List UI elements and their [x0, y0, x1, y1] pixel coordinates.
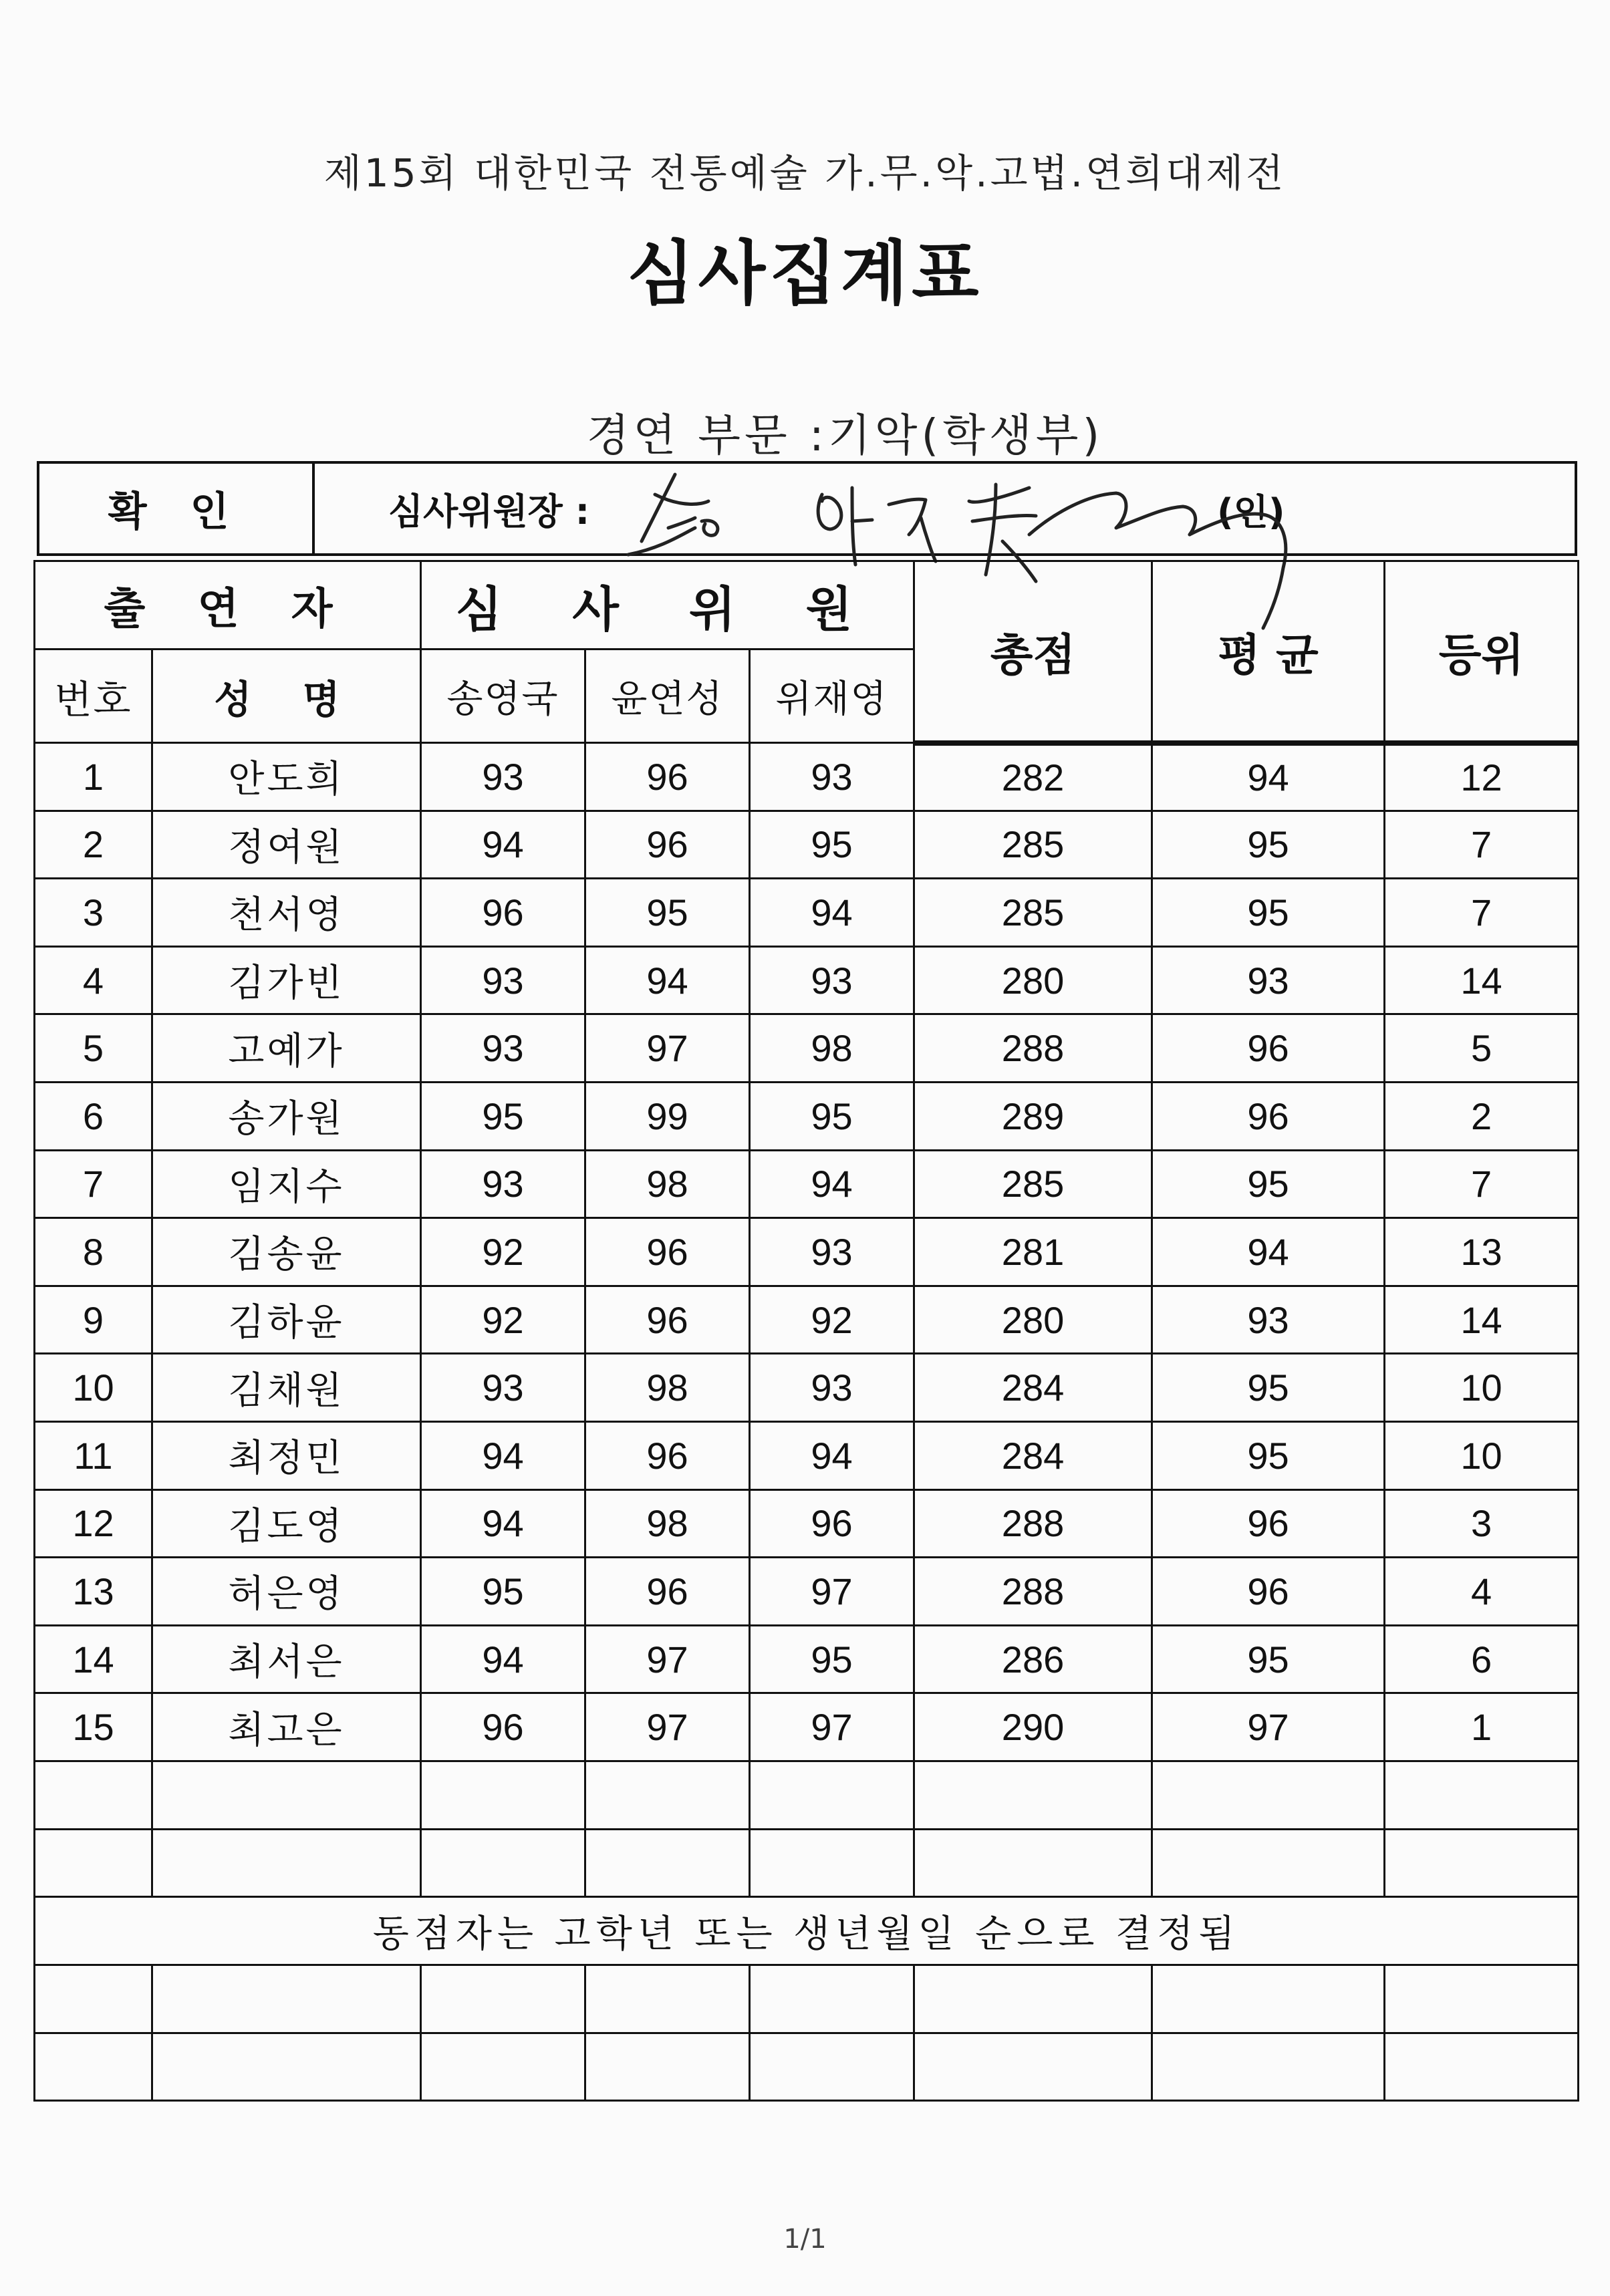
table-row — [35, 1218, 1579, 1286]
row-average: 97 — [1152, 1693, 1385, 1761]
row-name: 최정민 — [152, 1421, 421, 1489]
row-score-judge-2: 96 — [585, 1286, 750, 1354]
empty-cell — [585, 1965, 750, 2033]
row-score-judge-1: 96 — [421, 1693, 585, 1761]
empty-cell — [585, 1761, 750, 1829]
row-name: 김송윤 — [152, 1218, 421, 1286]
header-judges-group: 심 사 위 원 — [421, 561, 914, 650]
header-judge-3: 위재영 — [750, 650, 914, 743]
row-score-judge-1: 92 — [421, 1286, 585, 1354]
empty-cell — [750, 1761, 914, 1829]
row-rank: 10 — [1385, 1354, 1579, 1422]
competition-category: 경연 부문 :기악(학생부) — [586, 410, 1104, 461]
table-row — [35, 1625, 1579, 1693]
page-title: 심사집계표 — [627, 233, 983, 314]
row-rank: 4 — [1385, 1558, 1579, 1626]
row-number: 13 — [35, 1558, 152, 1626]
table-row — [35, 1421, 1579, 1489]
header-judge-2: 윤연성 — [585, 650, 750, 743]
empty-cell — [1152, 1761, 1385, 1829]
empty-cell — [1152, 1829, 1385, 1897]
empty-row — [35, 1965, 1579, 2033]
empty-cell — [35, 1965, 152, 2033]
row-score-judge-3: 93 — [750, 1354, 914, 1422]
row-average: 95 — [1152, 879, 1385, 947]
row-total: 288 — [914, 1489, 1152, 1558]
row-name: 김하윤 — [152, 1286, 421, 1354]
empty-row — [35, 1761, 1579, 1829]
row-number: 7 — [35, 1150, 152, 1218]
empty-cell — [1385, 1761, 1579, 1829]
row-average: 95 — [1152, 1625, 1385, 1693]
row-score-judge-2: 94 — [585, 946, 750, 1014]
tie-note: 동점자는 고학년 또는 생년월일 순으로 결정됨 — [35, 1897, 1579, 1965]
row-name: 안도희 — [152, 743, 421, 811]
row-score-judge-3: 92 — [750, 1286, 914, 1354]
row-average: 96 — [1152, 1558, 1385, 1626]
row-score-judge-1: 94 — [421, 1421, 585, 1489]
tie-note-row — [35, 1897, 1579, 1965]
event-subtitle: 제15회 대한민국 전통예술 가.무.악.고법.연희대제전 — [323, 150, 1287, 196]
row-score-judge-1: 93 — [421, 743, 585, 811]
row-number: 12 — [35, 1489, 152, 1558]
row-rank: 6 — [1385, 1625, 1579, 1693]
empty-cell — [152, 1761, 421, 1829]
row-score-judge-1: 94 — [421, 1625, 585, 1693]
empty-cell — [35, 2033, 152, 2101]
table-row — [35, 1558, 1579, 1626]
row-total: 285 — [914, 879, 1152, 947]
row-score-judge-1: 92 — [421, 1218, 585, 1286]
table-row — [35, 1489, 1579, 1558]
row-score-judge-1: 93 — [421, 1354, 585, 1422]
table-row — [35, 1354, 1579, 1422]
row-number: 2 — [35, 811, 152, 879]
row-score-judge-2: 96 — [585, 811, 750, 879]
row-name: 김가빈 — [152, 946, 421, 1014]
row-score-judge-2: 96 — [585, 1421, 750, 1489]
chair-field — [315, 464, 1575, 553]
row-score-judge-1: 93 — [421, 1014, 585, 1083]
row-name: 정여원 — [152, 811, 421, 879]
table-row — [35, 1150, 1579, 1218]
row-name: 임지수 — [152, 1150, 421, 1218]
row-total: 280 — [914, 1286, 1152, 1354]
row-average: 95 — [1152, 811, 1385, 879]
row-total: 282 — [914, 743, 1152, 811]
row-total: 290 — [914, 1693, 1152, 1761]
row-name: 최고은 — [152, 1693, 421, 1761]
table-row — [35, 811, 1579, 879]
empty-cell — [35, 1761, 152, 1829]
row-score-judge-1: 94 — [421, 1489, 585, 1558]
row-name: 천서영 — [152, 879, 421, 947]
row-rank: 5 — [1385, 1014, 1579, 1083]
table-row — [35, 1014, 1579, 1083]
header-judge-1: 송영국 — [421, 650, 585, 743]
row-score-judge-3: 93 — [750, 946, 914, 1014]
row-total: 288 — [914, 1014, 1152, 1083]
row-number: 1 — [35, 743, 152, 811]
score-table — [33, 560, 1579, 2102]
empty-cell — [152, 1829, 421, 1897]
row-score-judge-1: 94 — [421, 811, 585, 879]
row-score-judge-1: 93 — [421, 1150, 585, 1218]
row-number: 10 — [35, 1354, 152, 1422]
row-total: 284 — [914, 1354, 1152, 1422]
row-score-judge-1: 95 — [421, 1558, 585, 1626]
empty-cell — [750, 1829, 914, 1897]
row-number: 4 — [35, 946, 152, 1014]
row-total: 289 — [914, 1082, 1152, 1150]
empty-cell — [750, 1965, 914, 2033]
row-score-judge-3: 94 — [750, 879, 914, 947]
row-total: 285 — [914, 811, 1152, 879]
row-total: 286 — [914, 1625, 1152, 1693]
row-total: 281 — [914, 1218, 1152, 1286]
empty-cell — [35, 1829, 152, 1897]
row-average: 94 — [1152, 743, 1385, 811]
table-row — [35, 879, 1579, 947]
row-score-judge-3: 93 — [750, 743, 914, 811]
row-rank: 10 — [1385, 1421, 1579, 1489]
row-score-judge-3: 95 — [750, 811, 914, 879]
row-score-judge-3: 97 — [750, 1558, 914, 1626]
table-row — [35, 1693, 1579, 1761]
row-number: 3 — [35, 879, 152, 947]
row-average: 93 — [1152, 946, 1385, 1014]
empty-cell — [1385, 1829, 1579, 1897]
confirm-label: 확 인 — [39, 464, 315, 553]
row-score-judge-2: 99 — [585, 1082, 750, 1150]
row-rank: 2 — [1385, 1082, 1579, 1150]
table-row — [35, 743, 1579, 811]
chair-label: 심사위원장 : — [388, 490, 590, 533]
table-row — [35, 1082, 1579, 1150]
row-total: 285 — [914, 1150, 1152, 1218]
row-rank: 7 — [1385, 811, 1579, 879]
row-number: 14 — [35, 1625, 152, 1693]
row-average: 96 — [1152, 1082, 1385, 1150]
empty-cell — [914, 1829, 1152, 1897]
empty-cell — [421, 2033, 585, 2101]
row-score-judge-2: 97 — [585, 1693, 750, 1761]
row-average: 95 — [1152, 1354, 1385, 1422]
row-total: 284 — [914, 1421, 1152, 1489]
row-score-judge-3: 97 — [750, 1693, 914, 1761]
empty-cell — [914, 2033, 1152, 2101]
page-number: 1/1 — [783, 2224, 827, 2255]
row-rank: 1 — [1385, 1693, 1579, 1761]
empty-cell — [914, 1761, 1152, 1829]
row-score-judge-1: 95 — [421, 1082, 585, 1150]
row-score-judge-2: 97 — [585, 1014, 750, 1083]
seal-mark: (인) — [1217, 491, 1285, 533]
row-rank: 7 — [1385, 1150, 1579, 1218]
row-score-judge-2: 98 — [585, 1354, 750, 1422]
empty-row — [35, 1829, 1579, 1897]
row-score-judge-3: 98 — [750, 1014, 914, 1083]
header-number: 번호 — [35, 650, 152, 743]
row-average: 95 — [1152, 1150, 1385, 1218]
row-score-judge-3: 95 — [750, 1082, 914, 1150]
empty-cell — [1385, 1965, 1579, 2033]
row-name: 허은영 — [152, 1558, 421, 1626]
row-name: 김도영 — [152, 1489, 421, 1558]
row-rank: 12 — [1385, 743, 1579, 811]
confirmation-row — [37, 461, 1577, 556]
table-row — [35, 946, 1579, 1014]
row-score-judge-2: 96 — [585, 1558, 750, 1626]
row-score-judge-3: 93 — [750, 1218, 914, 1286]
row-name: 김채원 — [152, 1354, 421, 1422]
header-name: 성 명 — [152, 650, 421, 743]
row-score-judge-3: 95 — [750, 1625, 914, 1693]
row-average: 93 — [1152, 1286, 1385, 1354]
row-total: 288 — [914, 1558, 1152, 1626]
empty-cell — [585, 1829, 750, 1897]
row-name: 최서은 — [152, 1625, 421, 1693]
header-performer-group: 출 연 자 — [35, 561, 421, 650]
empty-cell — [750, 2033, 914, 2101]
row-score-judge-2: 95 — [585, 879, 750, 947]
row-score-judge-1: 93 — [421, 946, 585, 1014]
row-rank: 7 — [1385, 879, 1579, 947]
row-number: 15 — [35, 1693, 152, 1761]
row-score-judge-2: 96 — [585, 1218, 750, 1286]
empty-cell — [421, 1829, 585, 1897]
empty-row — [35, 2033, 1579, 2101]
row-average: 96 — [1152, 1489, 1385, 1558]
row-name: 송가원 — [152, 1082, 421, 1150]
header-total: 총점 — [914, 561, 1152, 743]
row-number: 8 — [35, 1218, 152, 1286]
row-score-judge-1: 96 — [421, 879, 585, 947]
empty-cell — [152, 2033, 421, 2101]
header-average: 평 균 — [1152, 561, 1385, 743]
row-score-judge-2: 97 — [585, 1625, 750, 1693]
row-number: 9 — [35, 1286, 152, 1354]
empty-cell — [1152, 2033, 1385, 2101]
row-rank: 13 — [1385, 1218, 1579, 1286]
row-total: 280 — [914, 946, 1152, 1014]
table-row — [35, 1286, 1579, 1354]
row-average: 96 — [1152, 1014, 1385, 1083]
row-score-judge-3: 94 — [750, 1150, 914, 1218]
empty-cell — [152, 1965, 421, 2033]
row-rank: 14 — [1385, 1286, 1579, 1354]
row-average: 95 — [1152, 1421, 1385, 1489]
row-name: 고예가 — [152, 1014, 421, 1083]
row-number: 11 — [35, 1421, 152, 1489]
empty-cell — [1152, 1965, 1385, 2033]
row-average: 94 — [1152, 1218, 1385, 1286]
row-number: 5 — [35, 1014, 152, 1083]
row-score-judge-2: 98 — [585, 1150, 750, 1218]
empty-cell — [1385, 2033, 1579, 2101]
row-rank: 3 — [1385, 1489, 1579, 1558]
header-rank: 등위 — [1385, 561, 1579, 743]
row-rank: 14 — [1385, 946, 1579, 1014]
empty-cell — [421, 1761, 585, 1829]
row-score-judge-2: 96 — [585, 743, 750, 811]
row-number: 6 — [35, 1082, 152, 1150]
empty-cell — [421, 1965, 585, 2033]
empty-cell — [914, 1965, 1152, 2033]
row-score-judge-3: 96 — [750, 1489, 914, 1558]
row-score-judge-3: 94 — [750, 1421, 914, 1489]
empty-cell — [585, 2033, 750, 2101]
row-score-judge-2: 98 — [585, 1489, 750, 1558]
